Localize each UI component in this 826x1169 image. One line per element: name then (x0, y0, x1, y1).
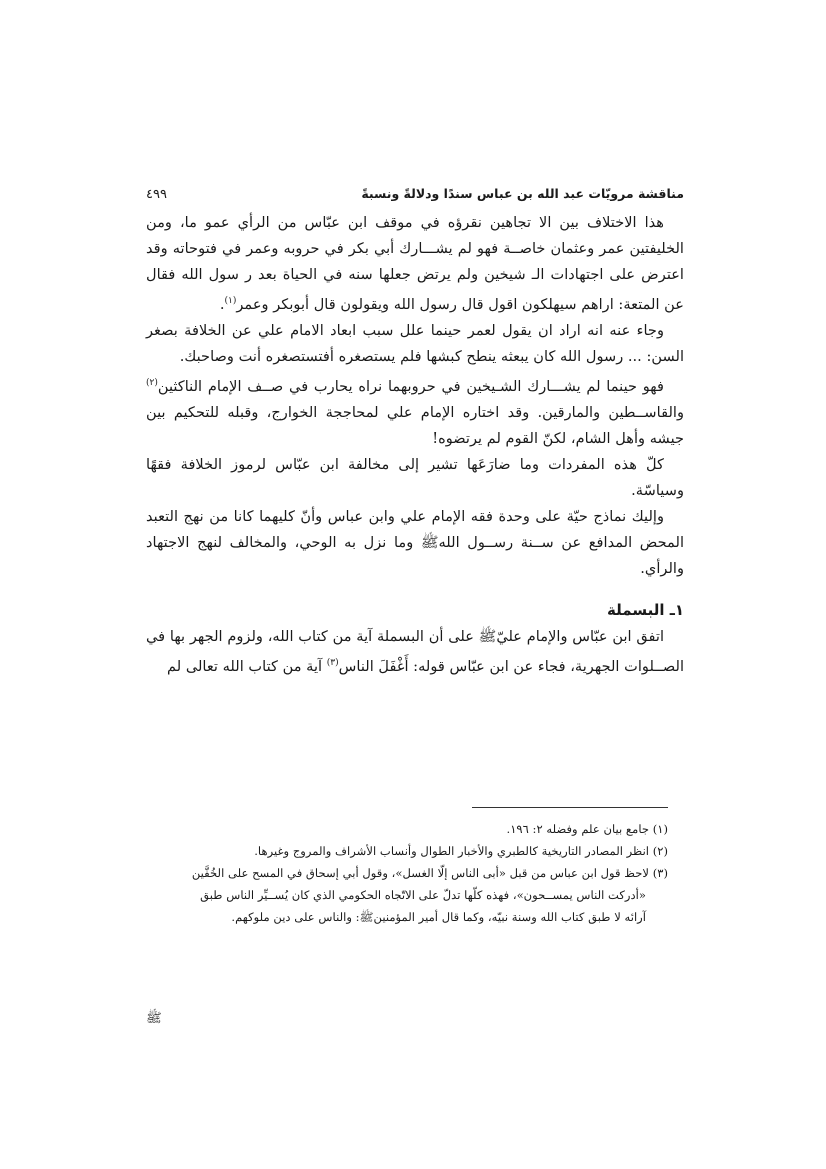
section-paragraph-text-a: اتفق ابن عبّاس والإمام عليّﷺ على أن البسملة آية من كتاب الله، ولزوم الجهر بها في الصــلوات الجهرية، فجاء عن ابن عبّاس قوله: أَغْفَلَ الناس (146, 627, 684, 675)
paragraph-1-end: . (219, 295, 225, 313)
page-signature: ﷺ (146, 1011, 162, 1026)
section-paragraph-text-b: آية من كتاب الله تعالى لم (167, 657, 327, 675)
footnote-ref-1: (١) (224, 296, 237, 306)
footnote-3-line-2: «أدركت الناس يمســحون»، فهذه كلّها تدلّ على الاتّجاه الحكومي الذي كان يُســيِّر الناس طبق (200, 888, 646, 902)
footnote-1: (١) جامع بيان علم وفضله ٢: ١٩٦. (506, 822, 668, 836)
footnote-divider (472, 807, 668, 808)
running-header (146, 186, 684, 210)
section-paragraph (146, 624, 684, 680)
paragraph-3-text-a: فهو حينما لم يشـــارك الشـيخين في حروبهما نراه يحارب في صــف الإمام الناكثين (157, 377, 664, 395)
page-body (146, 186, 684, 680)
footnotes (146, 818, 668, 928)
running-title: مناقشة مرويّات عبد الله بن عباس سندًا ودلالةً ونسبةً (361, 186, 684, 201)
footnote-2: (٢) انظر المصادر التاريخية كالطبري والأخبار الطوال وأنساب الأشراف والمروج وغيرها. (254, 844, 668, 858)
paragraph-3 (146, 370, 684, 452)
footnote-ref-2: (٢) (146, 377, 158, 388)
paragraph-2: وجاء عنه انه اراد ان يقول لعمر حينما علل سبب ابعاد الامام علي عن الخلافة بصغر السن: ... رسول الله كان يبعثه ينطح كبشها فلم يستصغره أفتستصغره أنت وصاحبك. (146, 321, 684, 365)
footnote-3-line-3: آرائه لا طبق كتاب الله وسنة نبيّه، وكما قال أمير المؤمنينﷺ: والناس على دين ملوكهم. (231, 910, 646, 924)
footnote-ref-3: (٣) (326, 657, 339, 668)
paragraph-5: وإليك نماذج حيّة على وحدة فقه الإمام علي وابن عباس وأنّ كليهما كانا من نهج التعبد المحض المدافع عن ســنة رســول اللهﷺ وما نزل به الوحي، والمخالف لنهج الاجتهاد والرأي. (146, 507, 684, 577)
paragraph-4: كلّ هذه المفردات وما ضارَعَها تشير إلى مخالفة ابن عبّاس لرموز الخلافة فقهًا وسياسّة. (146, 455, 684, 499)
page-number: ٤٩٩ (146, 187, 167, 202)
paragraph-3-text-b: والقاســطين والمارقين. وقد اختاره الإمام علي لمحاججة الخوارج، وقبله للتحكيم بين جيشه وأهل الشام، لكنّ القوم لم يرتضوه! (146, 403, 684, 447)
paragraph-1 (146, 210, 684, 318)
section-heading: ١ـ البسملة (607, 600, 684, 619)
paragraph-1-text: هذا الاختلاف بين الا تجاهين نقرؤه في موقف ابن عبّاس من الرأي عمو ما، ومن الخليفتين عمر وعثمان خاصــة فهو لم يشـــارك أبي بكر في حروبه وعمر في فتوحاته وقد اعترض على اجتهادات الـ شيخين ولم يرتض جعلها سنه في الحياة بعد ر سول الله فقال عن المتعة: اراهم سيهلكون اقول قال رسول الله ويقولون قال أبوبكر وعمر (146, 214, 684, 313)
footnote-3-line-1: (٣) لاحظ قول ابن عباس من قبل «أبى الناس إلّا الغسل»، وقول أبي إسحاق في المسح على الخُفَّين (191, 866, 668, 880)
